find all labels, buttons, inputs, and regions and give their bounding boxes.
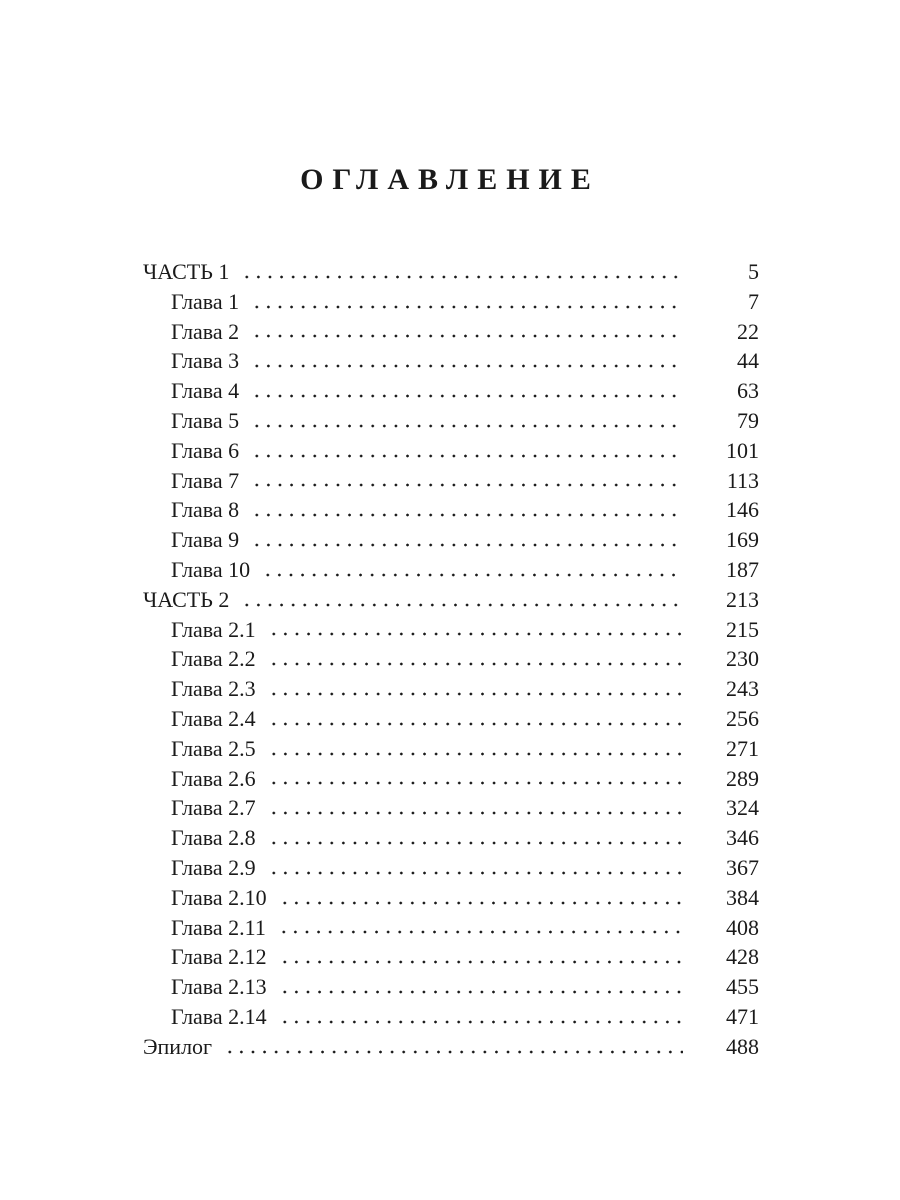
toc-entry-label: Глава 2.13 [171,974,267,1000]
toc-chapter-entry [143,376,759,406]
toc-entry-label: Глава 2.5 [171,735,256,761]
toc-chapter-entry [143,615,759,645]
dot-leader [251,468,683,488]
toc-page-number: 367 [726,854,759,880]
dot-leader [251,379,683,399]
toc-page-number: 346 [726,825,759,851]
toc-page-number: 471 [726,1003,759,1029]
dot-leader [278,915,683,935]
toc-entry-label: Глава 2.11 [171,914,266,940]
dot-leader [268,766,683,786]
toc-entry-label: Глава 5 [171,407,240,433]
toc-page-number: 289 [726,765,759,791]
toc-page-number: 271 [726,735,759,761]
toc-part-entry [143,585,759,615]
toc-entry-label: Глава 1 [171,288,240,314]
toc-page-number: 146 [726,497,759,523]
toc-entry-label: ЧАСТЬ 1 [143,259,230,284]
toc-chapter-entry [143,555,759,585]
toc-chapter-entry [143,1002,759,1032]
toc-chapter-entry [143,287,759,317]
toc-entry-label: Глава 4 [171,378,240,404]
toc-chapter-entry [143,317,759,347]
toc-chapter-entry [143,823,759,853]
dot-leader [251,319,683,339]
toc-entry-label: Глава 7 [171,467,240,493]
dot-leader [268,737,683,757]
toc-entry-label: Глава 2.6 [171,765,256,791]
page-title: ОГЛАВЛЕНИЕ [300,163,600,196]
toc-page-number: 256 [726,705,759,731]
toc-page-number: 63 [737,378,759,404]
toc-chapter-entry [143,406,759,436]
dot-leader [251,439,683,459]
dot-leader [279,945,683,965]
toc-entry-label: Глава 2.3 [171,676,256,702]
toc-entry-label: Глава 8 [171,497,240,523]
dot-leader [251,409,683,429]
toc-page-number: 408 [726,914,759,940]
dot-leader [268,826,683,846]
toc-chapter-entry [143,674,759,704]
toc-page-number: 7 [748,288,759,314]
dot-leader [279,886,683,906]
dot-leader [251,528,683,548]
toc-entry-label: Глава 2.9 [171,854,256,880]
toc-entry-label: Глава 2.14 [171,1003,267,1029]
toc-chapter-entry [143,913,759,943]
toc-entry-label: Глава 2.10 [171,884,267,910]
dot-leader [268,707,683,727]
toc-chapter-entry [143,793,759,823]
toc-chapter-entry [143,436,759,466]
toc-entry-label: Глава 2.12 [171,944,267,970]
toc-chapter-entry [143,466,759,496]
toc-page-number: 384 [726,884,759,910]
toc-chapter-entry [143,972,759,1002]
toc-entry-label: Эпилог [143,1033,213,1059]
dot-leader [241,260,683,280]
toc-entry-label: Глава 9 [171,527,240,553]
dot-leader [279,1005,683,1025]
dot-leader [251,349,683,369]
toc-chapter-entry [143,495,759,525]
dot-leader [224,1035,683,1055]
toc-entry-label: Глава 2.8 [171,825,256,851]
dot-leader [251,290,683,310]
toc-entry-label: Глава 2 [171,318,240,344]
toc-entry-label: Глава 10 [171,556,251,582]
toc-chapter-entry [143,764,759,794]
toc-page-number: 44 [737,348,759,374]
dot-leader [268,796,683,816]
toc-page-number: 455 [726,974,759,1000]
toc-page-number: 213 [726,586,759,612]
toc-page-number: 488 [726,1033,759,1059]
toc-page-number: 324 [726,795,759,821]
toc-entry-label: Глава 2.2 [171,646,256,672]
toc-page-number: 113 [726,467,759,493]
toc-page-number: 22 [737,318,759,344]
toc-entry-label: Глава 2.4 [171,705,256,731]
dot-leader [268,617,683,637]
toc-chapter-entry [143,942,759,972]
dot-leader [279,975,683,995]
toc-chapter-entry [143,525,759,555]
toc-chapter-entry [143,644,759,674]
toc-chapter-entry [143,734,759,764]
toc-part-entry [143,257,759,287]
toc-chapter-entry [143,883,759,913]
table-of-contents [143,257,759,1062]
toc-entry-label: Глава 2.1 [171,616,256,642]
toc-page-number: 215 [726,616,759,642]
toc-page-number: 187 [726,556,759,582]
toc-chapter-entry [143,346,759,376]
toc-entry-label: Глава 2.7 [171,795,256,821]
dot-leader [268,647,683,667]
dot-leader [262,558,683,578]
toc-page-number: 243 [726,676,759,702]
toc-entry-label: Глава 6 [171,437,240,463]
toc-page-number: 230 [726,646,759,672]
toc-entry-label: ЧАСТЬ 2 [143,586,230,612]
toc-page-number: 101 [726,437,759,463]
toc-entry-label: Глава 3 [171,348,240,374]
toc-page-number: 169 [726,527,759,553]
toc-chapter-entry [143,704,759,734]
toc-page-number: 5 [748,259,759,284]
toc-page-number: 428 [726,944,759,970]
toc-part-entry [143,1032,759,1062]
toc-page-number: 79 [737,407,759,433]
dot-leader [241,588,683,608]
dot-leader [251,498,683,518]
toc-chapter-entry [143,853,759,883]
dot-leader [268,856,683,876]
dot-leader [268,677,683,697]
